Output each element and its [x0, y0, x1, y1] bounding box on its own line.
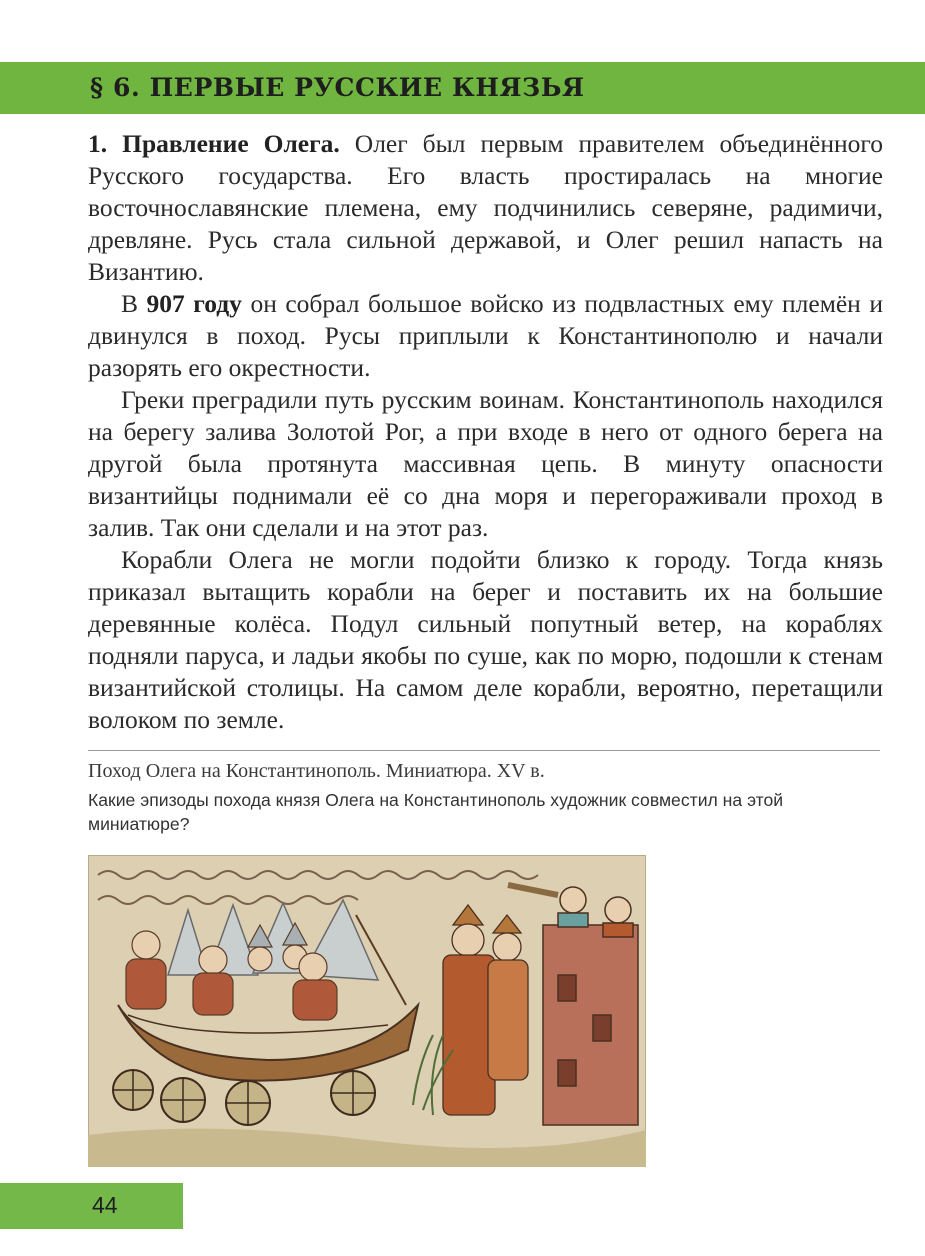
page-number: 44	[92, 1192, 118, 1218]
figure-caption: Поход Олега на Константинополь. Миниатюра. XV в.	[88, 760, 545, 782]
paragraph-2-before: В	[121, 289, 147, 318]
paragraph-4: Корабли Олега не могли подойти близко к городу. Тогда князь приказал вытащить корабли на берег и поставить их на большие деревянные колёса. Подул сильный попутный ветер, на кораблях подняли паруса, и ладьи якобы по суше, как по морю, подошли к стенам византийской столицы. На самом деле корабли, вероятно, перетащили волоком по земле.	[88, 545, 883, 734]
manuscript-miniature-icon	[88, 855, 646, 1167]
paragraph-2	[88, 288, 883, 384]
paragraph-3: Греки преградили путь русским воинам. Константинополь находился на берегу залива Золотой Рог, а при входе в него от одного берега на другой была протянута массивная цепь. В минуту опасности византийцы поднимали её со дна моря и перегораживали проход в залив. Так они сделали и на этот раз.	[88, 385, 883, 542]
section-heading: § 6. ПЕРВЫЕ РУССКИЕ КНЯЗЬЯ	[90, 73, 585, 102]
caption-divider	[88, 750, 880, 751]
paragraph-2-date: 907 году	[146, 289, 242, 318]
paragraph-1-text: Олег был первым правителем объединённого Русского государства. Его власть простиралась на многие восточнославянские племена, ему подчинились северяне, радимичи, древляне. Русь стала сильной державой, и Олег решил напасть на Византию.	[88, 129, 883, 286]
paragraph-1	[88, 128, 883, 288]
figure-question: Какие эпизоды похода князя Олега на Константинополь художник совместил на этой миниатюре?	[88, 790, 784, 834]
paragraph-2-after: он собрал большое войско из подвластных ему племён и двинулся в поход. Русы приплыли к Константинополю и начали разорять его окрестности.	[88, 289, 884, 382]
main-text	[88, 128, 883, 736]
paragraph-1-lead: 1. Правление Олега.	[88, 129, 340, 158]
